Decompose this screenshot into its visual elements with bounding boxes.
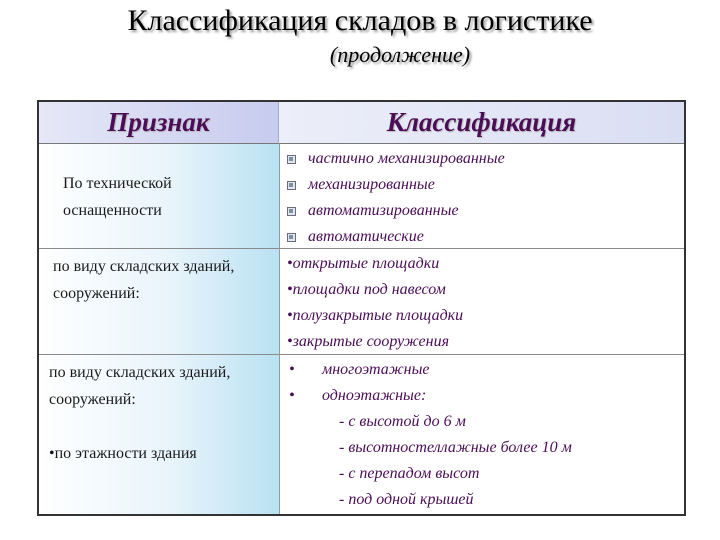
column-divider [279, 144, 280, 514]
list-item: одноэтажные: [322, 387, 427, 404]
criterion-line: •по этажности здания [49, 445, 197, 462]
criterion-cell-buildings [39, 249, 279, 354]
slide-title: Классификация складов в логистике [127, 4, 593, 37]
square-bullet-icon [287, 155, 296, 164]
criterion-cell-floors [39, 355, 279, 514]
classification-cell-floors [279, 355, 684, 514]
criterion-line: по виду складских зданий, [53, 258, 235, 275]
list-item: - с высотой до 6 м [339, 413, 466, 430]
classification-table [37, 100, 686, 516]
list-item: •открытые площадки [287, 255, 440, 272]
square-bullet-icon [287, 233, 296, 242]
criterion-line: сооружений: [53, 285, 140, 302]
list-item: - под одной крышей [339, 491, 474, 508]
square-bullet-icon [287, 207, 296, 216]
list-item: автоматизированные [287, 198, 505, 224]
criterion-line: По технической [63, 175, 172, 192]
square-bullet-icon [287, 181, 296, 190]
slide-subtitle: (продолжение) [329, 42, 471, 67]
classification-cell-buildings [279, 249, 684, 354]
list-item: механизированные [287, 172, 505, 198]
classification-cell-technical [279, 144, 684, 248]
criterion-line: по виду складских зданий, [49, 364, 231, 381]
list-item: •полузакрытые площадки [287, 307, 464, 324]
list-item: - с перепадом высот [339, 465, 480, 482]
header-criterion: Признак [39, 102, 279, 144]
list-item: •площадки под навесом [287, 281, 446, 298]
list-item: автоматические [287, 224, 505, 250]
list-item: •закрытые сооружения [287, 333, 449, 350]
header-classification: Классификация [279, 102, 684, 144]
bullet: • [289, 387, 295, 404]
criterion-line: оснащенности [63, 202, 162, 219]
list-item: - высотностеллажные более 10 м [339, 439, 572, 456]
list-item: многоэтажные [322, 361, 430, 378]
criterion-line: сооружений: [49, 391, 136, 408]
criterion-cell-technical [39, 144, 279, 248]
bullet: • [289, 361, 295, 378]
list-item: частично механизированные [287, 146, 505, 172]
